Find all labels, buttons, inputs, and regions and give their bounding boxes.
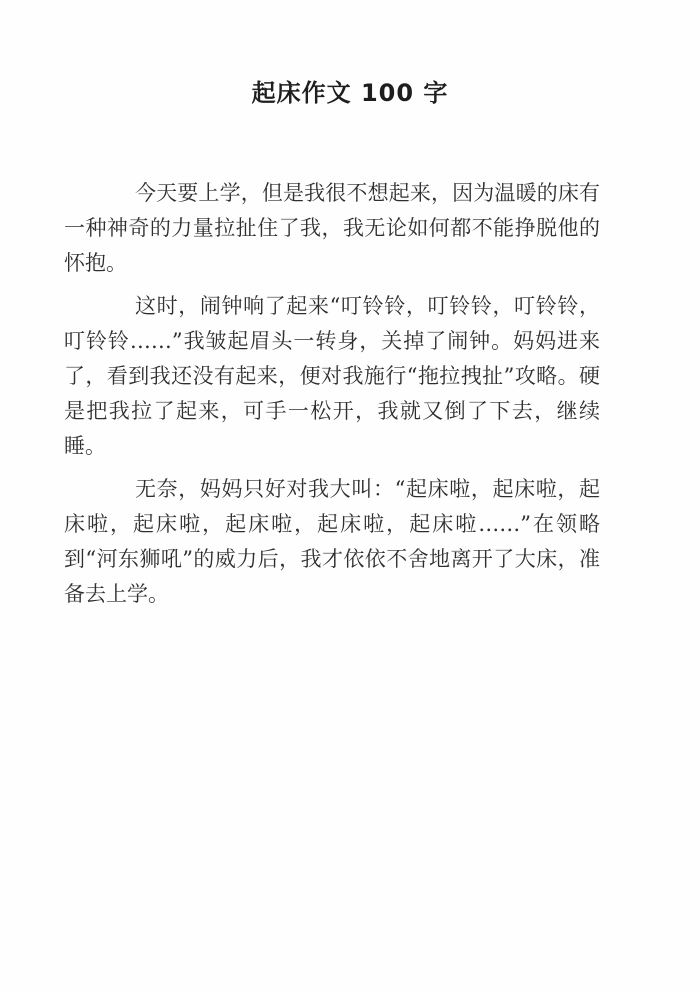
paragraph-2: 这时，闹钟响了起来“叮铃铃，叮铃铃，叮铃铃，叮铃铃……”我皱起眉头一转身，关掉了闹钟。妈妈进来了，看到我还没有起来，便对我施行“拖拉拽扯”攻略。硬是把我拉了起来，可手一松开，我就又倒了下去，继续睡。	[64, 294, 600, 458]
document-title: 起床作文 100 字	[251, 79, 449, 107]
paragraph-3: 无奈，妈妈只好对我大叫：“起床啦，起床啦，起床啦，起床啦，起床啦，起床啦，起床啦……”在领略到“河东狮吼”的威力后，我才依依不舍地离开了大床，准备去上学。	[64, 477, 600, 606]
document-body	[64, 176, 600, 612]
paragraph-1: 今天要上学，但是我很不想起来，因为温暖的床有一种神奇的力量拉扯住了我，我无论如何都不能挣脱他的怀抱。	[64, 181, 600, 275]
